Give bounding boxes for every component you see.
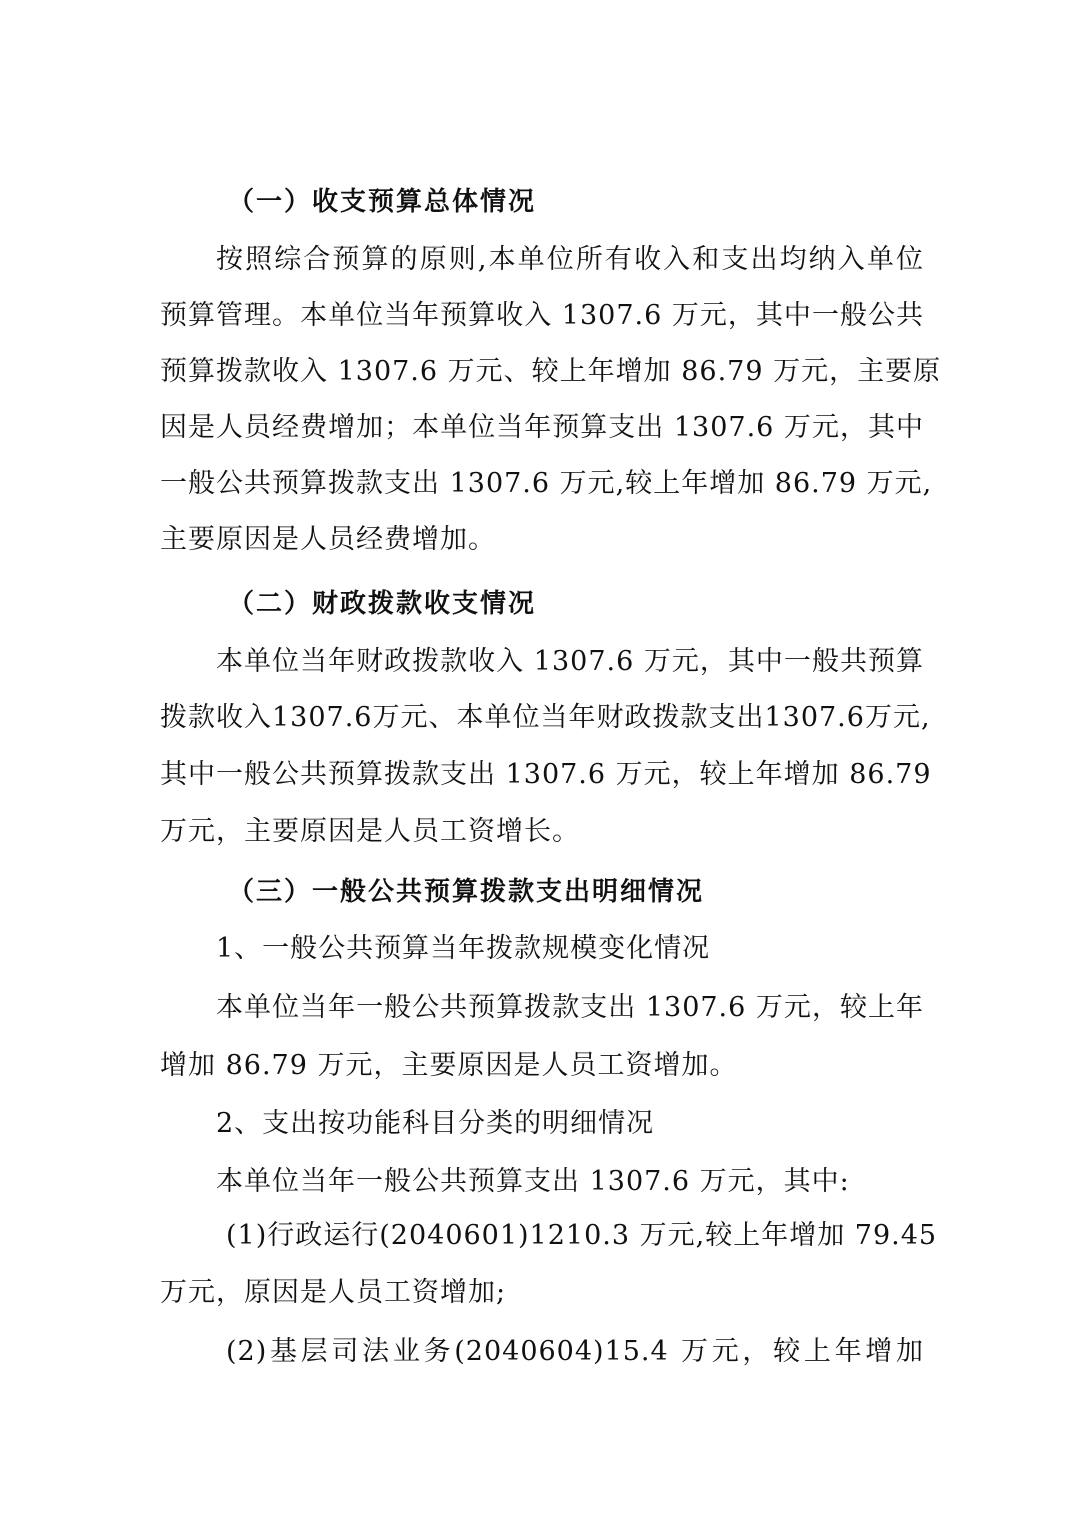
item-2-title: 2、支出按功能科目分类的明细情况 [216,1108,655,1139]
paragraph-3-line-1: 本单位当年一般公共预算拨款支出 1307.6 万元，较上年 [216,992,924,1023]
paragraph-4: 本单位当年一般公共预算支出 1307.6 万元，其中: [216,1166,850,1197]
paragraph-2-line-2: 拨款收入1307.6万元、本单位当年财政拨款支出1307.6万元, [160,702,931,733]
paragraph-1-line-3: 预算拨款收入 1307.6 万元、较上年增加 86.79 万元，主要原 [160,356,942,387]
sub-item-2-line-1: (2)基层司法业务(2040604)15.4 万元，较上年增加 [226,1336,924,1367]
paragraph-1-line-6: 主要原因是人员经费增加。 [160,524,496,555]
sub-item-1-line-2: 万元，原因是人员工资增加; [160,1277,507,1308]
paragraph-2-line-1: 本单位当年财政拨款收入 1307.6 万元，其中一般共预算 [216,646,924,677]
sub-item-1-line-1: (1)行政运行(2040601)1210.3 万元,较上年增加 79.45 [226,1220,938,1251]
paragraph-1-line-2: 预算管理。本单位当年预算收入 1307.6 万元，其中一般公共 [160,300,924,331]
paragraph-2-line-3: 其中一般公共预算拨款支出 1307.6 万元，较上年增加 86.79 [160,759,932,790]
paragraph-1-line-5: 一般公共预算拨款支出 1307.6 万元,较上年增加 86.79 万元, [160,468,933,499]
paragraph-3-line-2: 增加 86.79 万元，主要原因是人员工资增加。 [160,1050,738,1081]
section-heading-2: （二）财政拨款收支情况 [228,589,537,619]
paragraph-1-line-4: 因是人员经费增加；本单位当年预算支出 1307.6 万元，其中 [160,412,924,443]
section-heading-1: （一）收支预算总体情况 [228,187,537,217]
paragraph-2-line-4: 万元，主要原因是人员工资增长。 [160,816,580,847]
item-1-title: 1、一般公共预算当年拨款规模变化情况 [216,933,711,964]
paragraph-1-line-1: 按照综合预算的原则,本单位所有收入和支出均纳入单位 [216,244,924,275]
section-heading-3: （三）一般公共预算拨款支出明细情况 [228,877,705,907]
